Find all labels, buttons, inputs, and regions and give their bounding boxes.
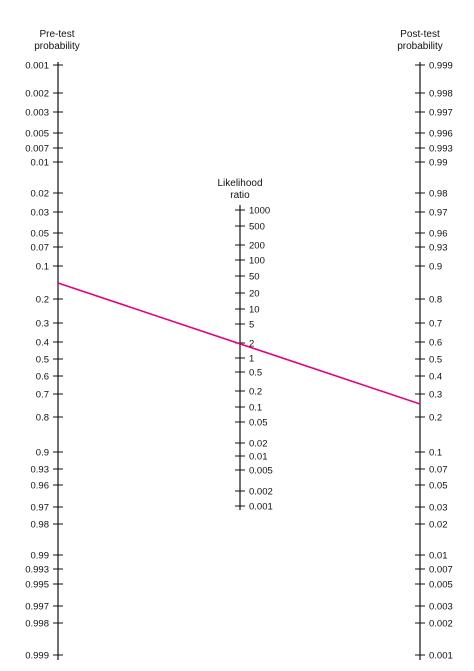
posttest-tick-label: 0.999 [429, 60, 453, 72]
lr-tick-label: 0.002 [249, 486, 273, 498]
pretest-tick-label: 0.1 [35, 261, 49, 273]
pretest-tick-label: 0.3 [35, 318, 49, 330]
lr-tick-label: 0.5 [249, 367, 263, 379]
posttest-tick-label: 0.02 [429, 519, 448, 531]
posttest-tick-label: 0.4 [429, 371, 443, 383]
pretest-tick-label: 0.01 [30, 157, 49, 169]
posttest-tick-label: 0.7 [429, 318, 443, 330]
pretest-tick-label: 0.02 [30, 188, 49, 200]
pretest-tick-label: 0.002 [25, 88, 49, 100]
pretest-tick-label: 0.9 [35, 447, 49, 459]
lr-tick-label: 10 [249, 304, 260, 316]
lr-tick-label: 0.01 [249, 451, 268, 463]
pretest-tick-label: 0.999 [25, 650, 49, 662]
lr-tick-label: 5 [249, 319, 255, 331]
lr-tick-label: 500 [249, 221, 265, 233]
posttest-tick-label: 0.005 [429, 579, 453, 591]
lr-tick-label: 2 [249, 338, 255, 350]
posttest-tick-label: 0.05 [429, 480, 448, 492]
posttest-tick-label: 0.96 [429, 228, 448, 240]
posttest-ticks [415, 61, 453, 662]
lr-tick-label: 100 [249, 255, 265, 267]
nomogram-line [58, 283, 420, 404]
lr-ticks [235, 206, 273, 513]
posttest-tick-label: 0.997 [429, 107, 453, 119]
posttest-tick-label: 0.97 [429, 207, 448, 219]
posttest-tick-label: 0.998 [429, 88, 453, 100]
posttest-tick-label: 0.001 [429, 650, 453, 662]
lr-tick-label: 0.02 [249, 438, 268, 450]
pretest-tick-label: 0.003 [25, 107, 49, 119]
lr-tick-label: 200 [249, 240, 265, 252]
posttest-tick-label: 0.6 [429, 337, 443, 349]
posttest-tick-label: 0.003 [429, 601, 453, 613]
posttest-tick-label: 0.07 [429, 464, 448, 476]
posttest-tick-label: 0.3 [429, 389, 443, 401]
lr-tick-label: 1000 [249, 205, 271, 217]
pretest-tick-label: 0.05 [30, 228, 49, 240]
posttest-title-line1: Post-test [400, 29, 440, 40]
posttest-tick-label: 0.1 [429, 447, 443, 459]
posttest-tick-label: 0.996 [429, 128, 453, 140]
pretest-tick-label: 0.997 [25, 601, 49, 613]
posttest-tick-label: 0.98 [429, 188, 448, 200]
pretest-tick-label: 0.07 [30, 242, 49, 254]
posttest-tick-label: 0.007 [429, 564, 453, 576]
pretest-tick-label: 0.98 [30, 519, 49, 531]
pretest-tick-label: 0.993 [25, 564, 49, 576]
pretest-tick-label: 0.97 [30, 502, 49, 514]
lr-tick-label: 20 [249, 288, 260, 300]
posttest-tick-label: 0.93 [429, 242, 448, 254]
posttest-tick-label: 0.5 [429, 354, 443, 366]
pretest-title-line1: Pre-test [39, 29, 75, 40]
pretest-tick-label: 0.007 [25, 143, 49, 155]
posttest-title-line2: probability [397, 41, 443, 52]
pretest-tick-label: 0.2 [35, 294, 49, 306]
pretest-tick-label: 0.8 [35, 412, 49, 424]
posttest-tick-label: 0.8 [429, 294, 443, 306]
lr-tick-label: 0.05 [249, 417, 268, 429]
posttest-tick-label: 0.2 [429, 412, 443, 424]
posttest-tick-label: 0.993 [429, 143, 453, 155]
pretest-tick-label: 0.93 [30, 464, 49, 476]
pretest-tick-label: 0.99 [30, 550, 49, 562]
lr-tick-label: 0.1 [249, 402, 263, 414]
lr-tick-label: 1 [249, 353, 255, 365]
pretest-title-line2: probability [34, 41, 80, 52]
pretest-tick-label: 0.96 [30, 480, 49, 492]
lr-tick-label: 0.005 [249, 465, 273, 477]
lr-tick-label: 50 [249, 271, 260, 283]
posttest-tick-label: 0.03 [429, 502, 448, 514]
pretest-tick-label: 0.995 [25, 579, 49, 591]
pretest-ticks [25, 61, 63, 662]
pretest-tick-label: 0.5 [35, 354, 49, 366]
lr-tick-label: 0.2 [249, 386, 263, 398]
posttest-tick-label: 0.9 [429, 261, 443, 273]
lr-title-line2: ratio [230, 190, 250, 201]
posttest-tick-label: 0.01 [429, 550, 448, 562]
lr-tick-label: 0.001 [249, 501, 273, 513]
pretest-tick-label: 0.7 [35, 389, 49, 401]
pretest-tick-label: 0.001 [25, 60, 49, 72]
pretest-tick-label: 0.03 [30, 207, 49, 219]
posttest-tick-label: 0.99 [429, 157, 448, 169]
pretest-tick-label: 0.4 [35, 337, 49, 349]
pretest-tick-label: 0.6 [35, 371, 49, 383]
posttest-tick-label: 0.002 [429, 618, 453, 630]
pretest-tick-label: 0.005 [25, 128, 49, 140]
lr-title-line1: Likelihood [217, 178, 263, 189]
pretest-tick-label: 0.998 [25, 618, 49, 630]
